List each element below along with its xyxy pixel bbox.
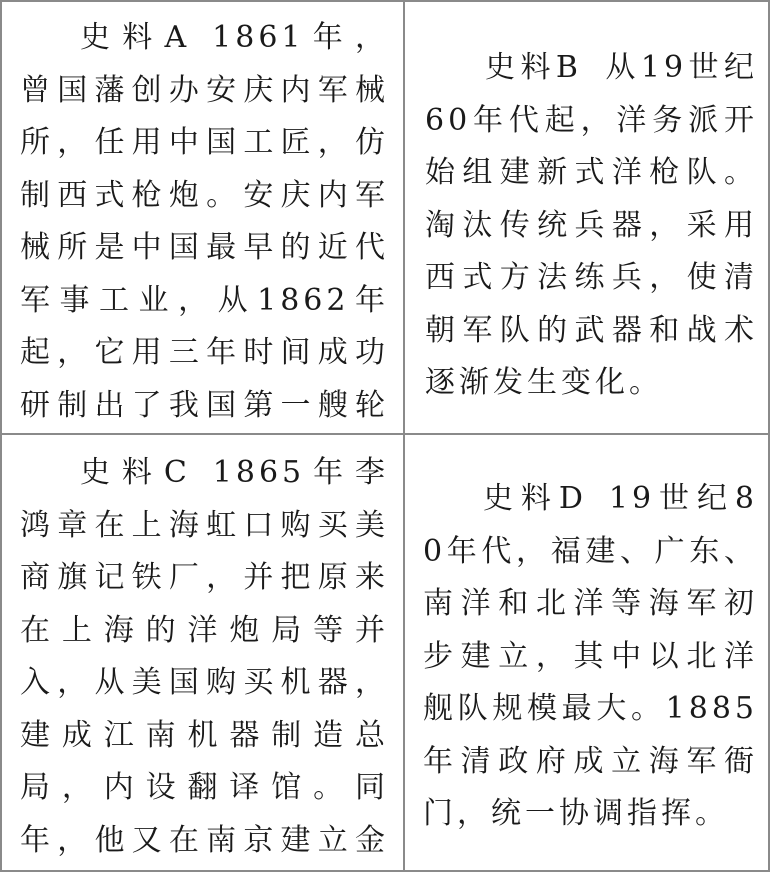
source-b-paragraph	[425, 42, 758, 410]
source-a-label: 史料A	[80, 20, 191, 55]
source-d-cell	[405, 435, 768, 870]
source-c-cell	[2, 435, 405, 870]
source-c-text: 1865年李鸿章在上海虹口购买美商旗记铁厂，并把原来在上海的洋炮局等并入，从美国购买机器，建成江南机器制造总局，内设翻译馆。同年，他又在南京建立金	[20, 455, 389, 858]
source-a-paragraph	[20, 12, 389, 435]
source-a-cell	[2, 2, 405, 435]
source-d-paragraph	[423, 473, 758, 841]
source-d-text: 19世纪80年代，福建、广东、南洋和北洋等海军初步建立，其中以北洋舰队规模最大。1885年清政府成立海军衙门，统一协调指挥。	[423, 481, 758, 831]
source-b-label: 史料B	[485, 50, 582, 85]
source-a-text: 1861年，曾国藩创办安庆内军械所，任用中国工匠，仿制西式枪炮。安庆内军械所是中国最早的近代军事工业，从1862年起，它用三年时间成功研制出了我国第一艘轮	[20, 20, 389, 423]
source-b-text: 从19世纪60年代起，洋务派开始组建新式洋枪队。淘汰传统兵器，采用西式方法练兵，使清朝军队的武器和战术逐渐发生变化。	[425, 50, 758, 400]
source-c-label: 史料C	[80, 455, 191, 490]
source-d-label: 史料D	[483, 481, 587, 516]
source-c-paragraph	[20, 447, 389, 870]
source-b-cell	[405, 2, 768, 435]
